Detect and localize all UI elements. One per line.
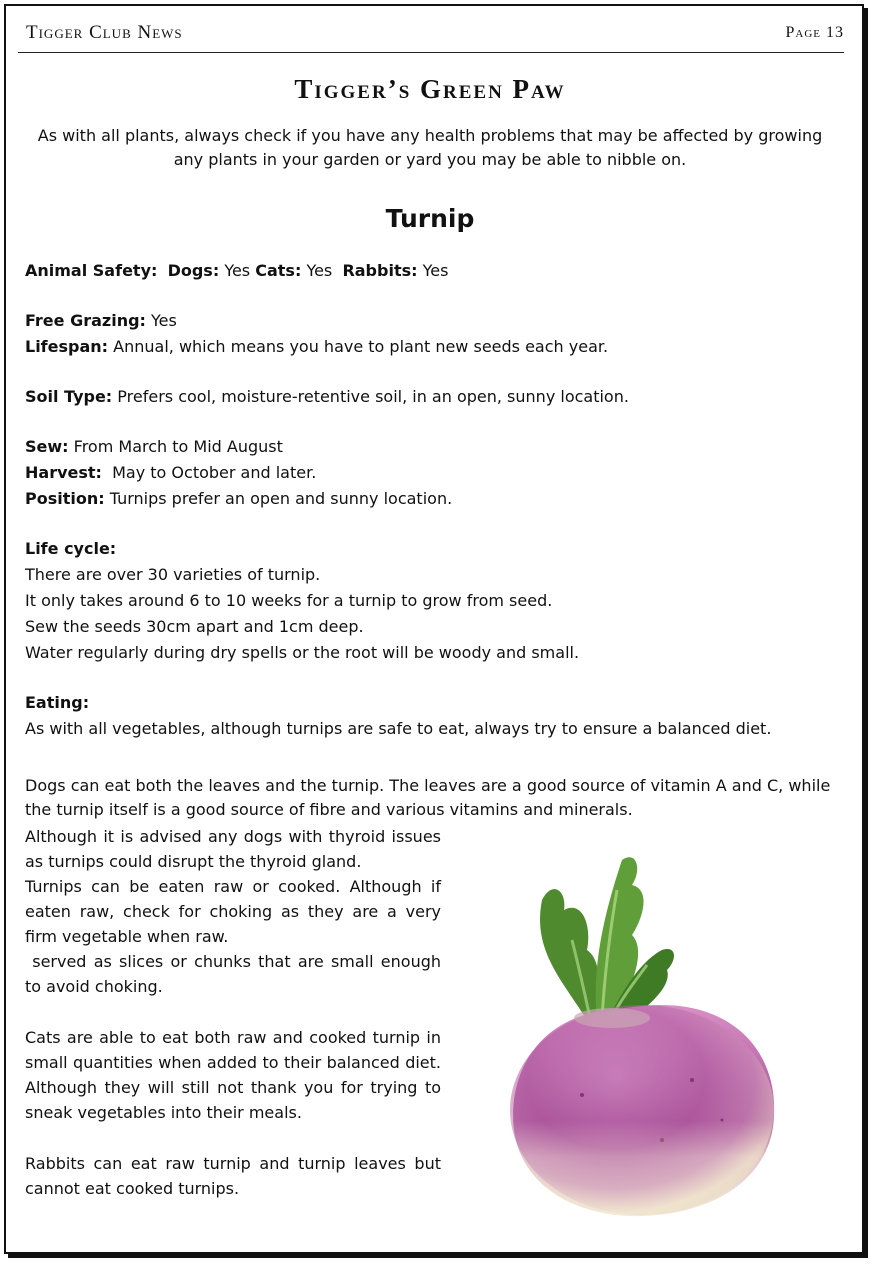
cats-value: Yes bbox=[306, 261, 333, 280]
plant-facts bbox=[25, 258, 845, 742]
life-cycle-line: Sew the seeds 30cm apart and 1cm deep. bbox=[25, 617, 364, 636]
diet-notes-column bbox=[25, 824, 447, 1201]
intro-text: As with all plants, always check if you have any health problems that may be affected by growing any plants in your garden or yard you may be able to nibble on. bbox=[37, 126, 823, 169]
life-cycle-line: Water regularly during dry spells or the root will be woody and small. bbox=[25, 643, 580, 662]
harvest-line bbox=[25, 460, 845, 486]
position-line bbox=[25, 486, 845, 512]
raw-cooked-note: Turnips can be eaten raw or cooked. Although if eaten raw, check for choking as they are a very firm vegetable when raw. bbox=[25, 877, 441, 946]
turnip-leaves bbox=[540, 857, 674, 1025]
page-shadow-right bbox=[864, 8, 868, 1258]
eating-text: As with all vegetables, although turnips are safe to eat, always try to ensure a balanced diet. bbox=[25, 719, 772, 738]
life-cycle-line: It only takes around 6 to 10 weeks for a turnip to grow from seed. bbox=[25, 591, 553, 610]
soil-value: Prefers cool, moisture-retentive soil, in an open, sunny location. bbox=[117, 387, 629, 406]
harvest-value: May to October and later. bbox=[112, 463, 317, 482]
dogs-label: Dogs: bbox=[167, 261, 220, 280]
section-title: Tigger’s Green Paw bbox=[294, 74, 566, 104]
dogs-thyroid-note: Although it is advised any dogs with thyroid issues as turnips could disrupt the thyroid gland. bbox=[25, 827, 441, 871]
soil-label: Soil Type: bbox=[25, 387, 113, 406]
page-number: Page 13 bbox=[785, 24, 844, 41]
sew-label: Sew: bbox=[25, 437, 69, 456]
lifespan-line bbox=[25, 334, 845, 360]
lifespan-label: Lifespan: bbox=[25, 337, 109, 356]
sew-value: From March to Mid August bbox=[73, 437, 283, 456]
sew-line bbox=[25, 434, 845, 460]
rabbits-paragraph: Rabbits can eat raw turnip and turnip leaves but cannot eat cooked turnips. bbox=[25, 1154, 441, 1198]
cats-label: Cats: bbox=[255, 261, 302, 280]
animal-safety-label: Animal Safety: bbox=[25, 261, 158, 280]
position-label: Position: bbox=[25, 489, 105, 508]
turnip-photo bbox=[492, 840, 792, 1220]
lifespan-value: Annual, which means you have to plant new seeds each year. bbox=[113, 337, 609, 356]
publication-name: Tigger Club News bbox=[26, 22, 183, 43]
running-header bbox=[18, 22, 844, 53]
free-grazing-line bbox=[25, 308, 845, 334]
cats-paragraph: Cats are able to eat both raw and cooked turnip in small quantities when added to their balanced diet. Although they will still not thank you for trying to sneak vegetables into their meals. bbox=[25, 1028, 441, 1122]
rabbits-label: Rabbits: bbox=[342, 261, 418, 280]
dogs-paragraph: Dogs can eat both the leaves and the turnip. The leaves are a good source of vitamin A and C, while the turnip itself is a good source of fibre and various vitamins and minerals. bbox=[25, 776, 831, 819]
position-value: Turnips prefer an open and sunny location. bbox=[109, 489, 453, 508]
plant-name: Turnip bbox=[385, 204, 475, 233]
life-cycle-label: Life cycle: bbox=[25, 539, 117, 558]
harvest-label: Harvest: bbox=[25, 463, 102, 482]
eating-label: Eating: bbox=[25, 693, 90, 712]
slices-note: served as slices or chunks that are small enough to avoid choking. bbox=[25, 952, 447, 996]
life-cycle-line: There are over 30 varieties of turnip. bbox=[25, 565, 321, 584]
free-grazing-label: Free Grazing: bbox=[25, 311, 146, 330]
animal-safety-line bbox=[25, 258, 845, 284]
dogs-value: Yes bbox=[224, 261, 251, 280]
soil-line bbox=[25, 384, 845, 410]
rabbits-value: Yes bbox=[422, 261, 449, 280]
page-shadow-bottom bbox=[8, 1254, 868, 1258]
free-grazing-value: Yes bbox=[151, 311, 177, 330]
